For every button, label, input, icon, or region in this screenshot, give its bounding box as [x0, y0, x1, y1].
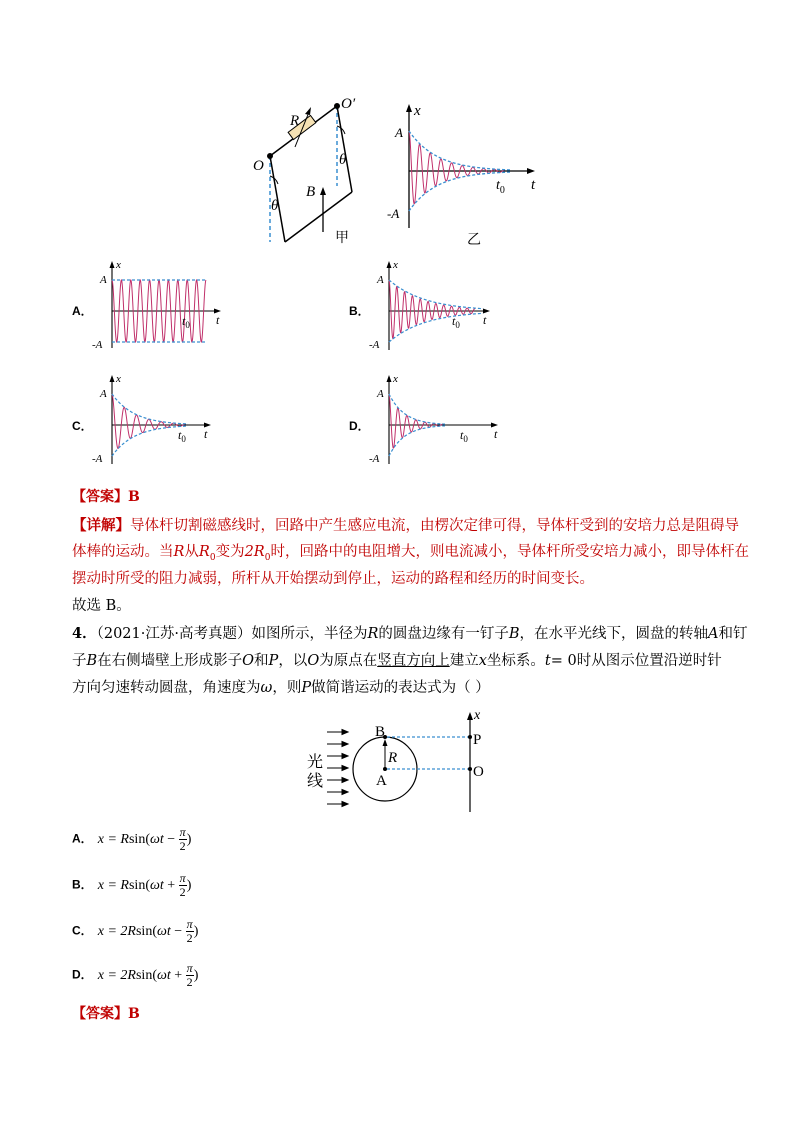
label-negA: -A [92, 453, 103, 465]
detail-conclusion: 故选 B。 [72, 598, 131, 614]
label-P: P [473, 732, 482, 748]
label-A: A [377, 274, 384, 286]
label-A: A [100, 388, 107, 400]
option-b-letter[interactable]: B． [349, 304, 370, 318]
label-yi: 乙 [467, 233, 481, 248]
option-d-graph [365, 372, 510, 468]
axis-x: x [116, 373, 121, 385]
detail-line-3: 摆动时所受的阻力减弱，所杆从开始摆动到停止，运动的路程和经历的时间变长。 [72, 571, 594, 587]
label-jia: 甲 [335, 231, 349, 246]
detail-line-1 [72, 513, 739, 539]
label-negA: -A [369, 339, 380, 351]
label-t0: $t_0$ [178, 428, 186, 444]
choice-d-letter: D． [72, 967, 93, 982]
label-t0: $t_0$ [496, 178, 505, 196]
label-negA: -A [369, 453, 380, 465]
choice-d-formula: x = 2Rsin(ωt + $\frac{\pi}{2}$ ) [97, 961, 199, 989]
choice-d[interactable] [72, 962, 198, 989]
answer-value: B [128, 1006, 140, 1022]
label-O-prime: O′ [341, 96, 356, 112]
axis-x: x [393, 259, 398, 271]
option-a-letter[interactable]: A． [72, 304, 93, 318]
label-O: O [473, 764, 484, 780]
option-c-letter[interactable]: C． [72, 419, 93, 433]
axis-t: t [531, 177, 536, 193]
label-A: A [100, 274, 107, 286]
axis-t: t [216, 313, 220, 327]
answer-label: 【答案】 [72, 1006, 128, 1022]
option-a-graph [88, 258, 228, 354]
label-A: A [376, 773, 387, 789]
option-c-graph [88, 372, 228, 468]
label-t0: $t_0$ [182, 314, 190, 330]
label-t0: $t_0$ [460, 428, 468, 444]
label-R: R [388, 750, 398, 766]
axis-x: x [414, 103, 421, 119]
label-negA: -A [387, 206, 400, 221]
answer-2 [72, 1003, 140, 1023]
label-x: x [474, 708, 481, 723]
choice-b[interactable] [72, 872, 191, 899]
choice-a-formula: x = Rsin(ωt − $\frac{\pi}{2}$ ) [97, 825, 192, 853]
choice-c-letter: C． [72, 923, 93, 938]
choice-b-letter: B． [72, 877, 93, 892]
detail-label: 【详解】 [72, 517, 130, 534]
q4-line-3: 方向匀速转动圆盘，角速度为ω，则P做简谐运动的表达式为（ ） [72, 680, 490, 696]
choice-b-formula: x = Rsin(ωt + $\frac{\pi}{2}$ ) [97, 871, 192, 899]
figure-disk [300, 704, 510, 814]
axis-t: t [494, 427, 498, 441]
label-t0: $t_0$ [452, 314, 460, 330]
label-light-1: 光 [307, 754, 324, 771]
axis-x: x [116, 259, 121, 271]
option-d-letter[interactable]: D． [349, 419, 370, 433]
detail-line-2: 体棒的运动。当R从$R_0$变为$2R_0$时，回路中的电阻增大，则电流减小，导体杆所受安培力减小，即导体杆在 [72, 544, 749, 563]
label-R: R [290, 113, 300, 129]
label-O: O [253, 158, 264, 174]
option-b-graph [365, 258, 505, 354]
label-theta-left: θ [271, 198, 279, 214]
label-light-2: 线 [307, 773, 324, 790]
axis-t: t [204, 427, 208, 441]
answer-label: 【答案】 [72, 489, 128, 505]
answer-1 [72, 486, 140, 506]
detail-text-1: 导体杆切割磁感线时，回路中产生感应电流，由楞次定律可得，导体杆受到的安培力总是阻碍导 [130, 518, 739, 534]
label-theta-right: θ [339, 152, 347, 168]
choice-a-letter: A． [72, 831, 93, 846]
figure-yi [385, 100, 545, 250]
label-B: B [375, 724, 386, 740]
label-negA: -A [92, 339, 103, 351]
choice-a[interactable] [72, 826, 191, 853]
figure-jia [245, 92, 370, 252]
q4-line-2: 子B在右侧墙壁上形成影子O和P，以O为原点在竖直方向上建立x坐标系。t= 0时从图示位置沿逆时针 [72, 653, 722, 669]
label-A: A [395, 125, 403, 140]
q4-line-1: 4．（2021·江苏·高考真题）如图所示，半径为R的圆盘边缘有一钉子B，在水平光线下，圆盘的转轴A和钉 [72, 625, 748, 642]
answer-value: B [128, 489, 140, 505]
axis-x: x [393, 373, 398, 385]
choice-c-formula: x = 2Rsin(ωt − $\frac{\pi}{2}$ ) [97, 917, 199, 945]
label-B: B [306, 184, 316, 200]
choice-c[interactable] [72, 918, 198, 945]
axis-t: t [483, 313, 487, 327]
label-A: A [377, 388, 384, 400]
